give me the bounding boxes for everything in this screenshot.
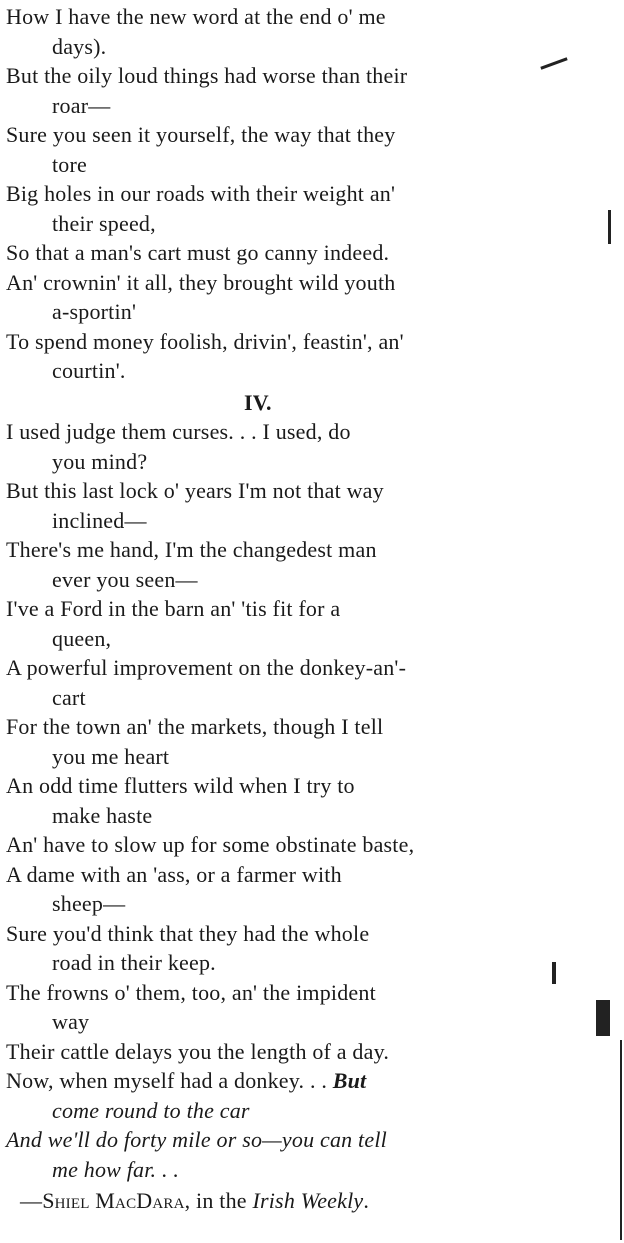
poem-line: A powerful improvement on the donkey-an'-	[6, 655, 407, 680]
signature-dash: —	[20, 1188, 43, 1213]
poem-line: a-sportin'	[52, 299, 137, 324]
poem-line: roar—	[52, 93, 111, 118]
margin-mark	[596, 1000, 610, 1036]
poem-line: cart	[52, 685, 86, 710]
poem-line: you mind?	[52, 449, 148, 474]
poem-line: I've a Ford in the barn an' 'tis fit for a	[6, 596, 341, 621]
poem-line: How I have the new word at the end o' me	[6, 4, 386, 29]
signature-author: Shiel MacDara	[42, 1188, 185, 1213]
poem-line: ever you seen—	[52, 567, 198, 592]
poem-line: I used judge them curses. . . I used, do	[6, 419, 351, 444]
poem-line: sheep—	[52, 891, 126, 916]
poem-line: An odd time flutters wild when I try to	[6, 773, 355, 798]
poem-line: For the town an' the markets, though I tell	[6, 714, 384, 739]
margin-mark	[552, 962, 556, 984]
signature-mid: , in the	[184, 1188, 253, 1213]
poem-line: road in their keep.	[52, 950, 216, 975]
poem-line: Sure you'd think that they had the whole	[6, 921, 370, 946]
line-text: Now, when myself had a donkey. . .	[6, 1068, 333, 1093]
margin-mark	[540, 57, 567, 69]
poem-line: A dame with an 'ass, or a farmer with	[6, 862, 342, 887]
poem-line: But this last lock o' years I'm not that way	[6, 478, 384, 503]
poem-line: So that a man's cart must go canny indeed.	[6, 240, 390, 265]
margin-mark	[608, 210, 611, 244]
poem-line: And we'll do forty mile or so—you can tell	[6, 1127, 387, 1152]
poem-line: But the oily loud things had worse than their	[6, 63, 408, 88]
section-heading: IV.	[244, 390, 272, 415]
poem-line: Big holes in our roads with their weight an'	[6, 181, 396, 206]
poem-line: The frowns o' them, too, an' the impident	[6, 980, 376, 1005]
poem-line: queen,	[52, 626, 112, 651]
poem-line: There's me hand, I'm the changedest man	[6, 537, 377, 562]
signature-end: .	[363, 1188, 370, 1213]
poem-line: An' crownin' it all, they brought wild youth	[6, 270, 396, 295]
poem-line: their speed,	[52, 211, 156, 236]
signature	[20, 1188, 369, 1214]
poem-line: courtin'.	[52, 358, 126, 383]
poem-line: days).	[52, 34, 107, 59]
poem-line: Sure you seen it yourself, the way that they	[6, 122, 396, 147]
column-rule	[620, 1040, 622, 1240]
poem-line: tore	[52, 152, 88, 177]
poem-line: make haste	[52, 803, 153, 828]
poem-line: come round to the car	[52, 1098, 250, 1123]
poem-line	[6, 1068, 366, 1094]
poem-line: To spend money foolish, drivin', feastin', an'	[6, 329, 404, 354]
poem-line: way	[52, 1009, 90, 1034]
poem-line: me how far. . .	[52, 1157, 180, 1182]
poem-line: you me heart	[52, 744, 170, 769]
poem-line: An' have to slow up for some obstinate baste,	[6, 832, 415, 857]
poem-line: inclined—	[52, 508, 147, 533]
poem-line: Their cattle delays you the length of a day.	[6, 1039, 390, 1064]
line-text-italic: But	[332, 1068, 367, 1093]
signature-source: Irish Weekly	[252, 1188, 364, 1213]
